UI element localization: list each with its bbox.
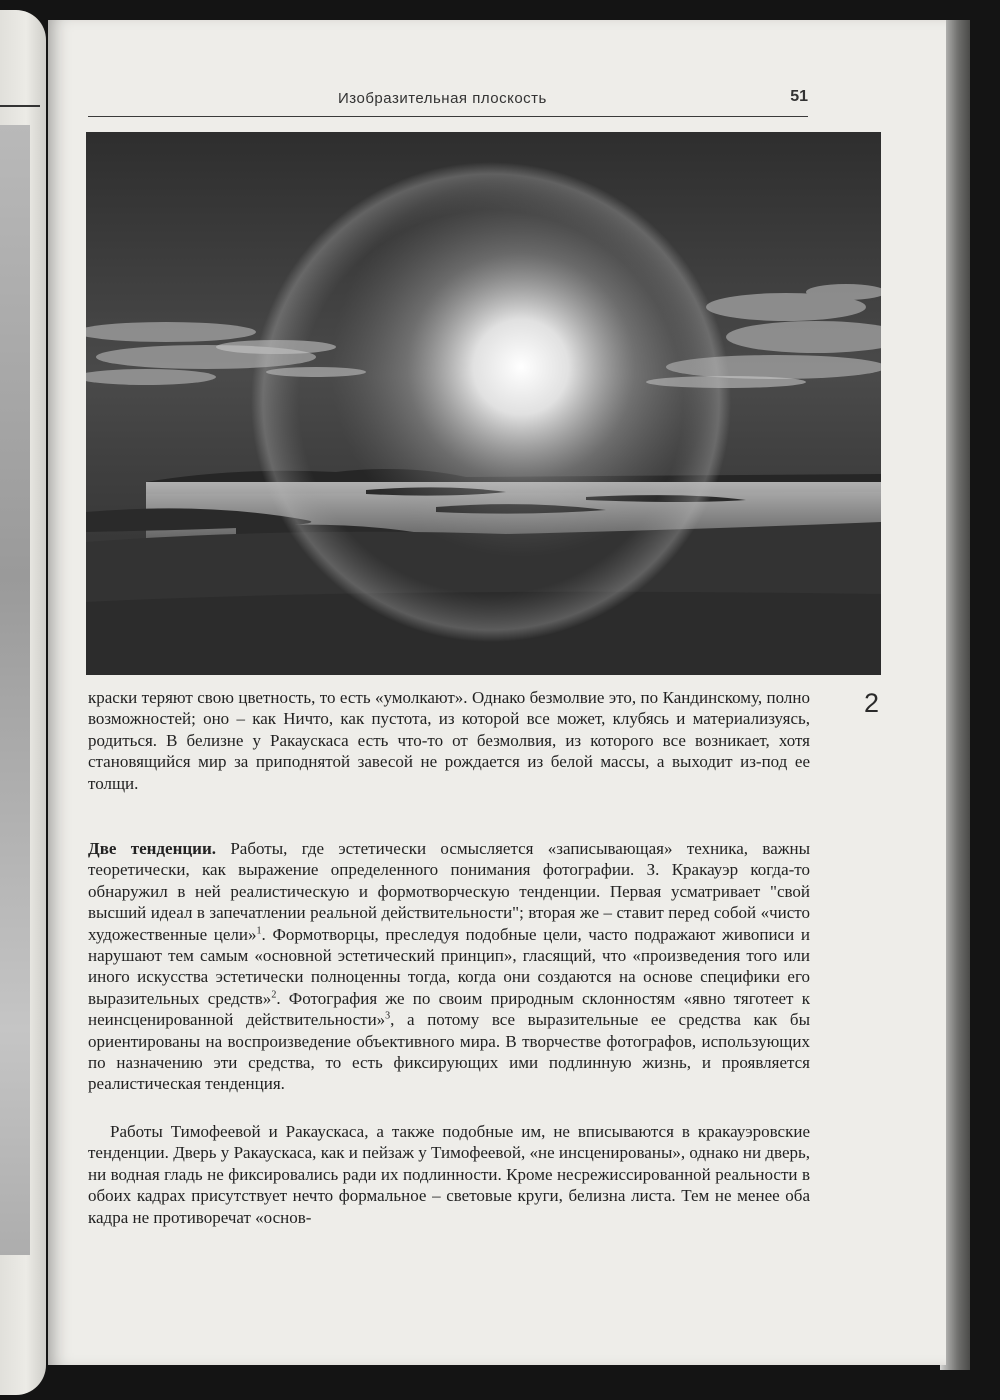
paragraph-two-tendencies <box>88 838 810 1095</box>
paragraph-timofeeva-rakauskas <box>88 1121 810 1228</box>
footnote-ref-3[interactable]: 3 <box>385 1010 391 1022</box>
photo-illustration <box>86 132 881 675</box>
chapter-marker: 2 <box>864 688 880 718</box>
footnote-ref-2[interactable]: 2 <box>271 989 277 1001</box>
running-head <box>88 88 808 117</box>
paragraph-text-part: . Формотворцы, преследуя подобные цели, часто подражают живописи и нарушают тем самым «основной эстетический принцип», гласящий, что «произведения того или иного искусства эстетически полноценны тогда, когда они создаются на основе специфики его выразительных средств» <box>88 924 810 1008</box>
facing-page-edge <box>0 10 46 1395</box>
paragraph-continuation <box>88 687 810 794</box>
paragraph-text <box>88 838 810 1095</box>
facing-page-photo-edge <box>0 125 30 1255</box>
book-page <box>48 20 946 1365</box>
footnote-ref-1[interactable]: 1 <box>256 924 262 936</box>
paragraph-text: Работы Тимофеевой и Ракаускаса, а также подобные им, не вписываются в кракауэровские тенденции. Дверь у Ракаускаса, как и пейзаж у Тимофеевой, «не инсценированы», однако ни дверь, ни водная гладь не фиксировались ради их подлинности. Кроме несрежиссированной реальности в обоих кадрах присутствует нечто формальное – световые круги, белизна листа. Тем не менее оба кадра не противоречат «основ- <box>88 1122 810 1227</box>
page-number: 51 <box>790 88 808 105</box>
facing-page-rule <box>0 105 40 107</box>
paragraph-text-part: , а потому все выразительные ее средства как бы ориентированы на воспроизведение объективного мира. В творчестве фотографов, использующих по назначению эти средства, то есть фиксирующих ими подлинную жизнь, и проявляется реалистическая тенденция. <box>88 1010 810 1094</box>
paragraph-text-part: Работы, где эстетически осмысляется «записывающая» техника, важны теоретически, как выражение определенного понимания фотографии. З. Кракауэр когда-то обнаружил в ней реалистическую и формотворческую тенденции. Первая усматривает "свой высший идеал в запечатлении реальной действительности"; вторая же – ставит перед собой «чисто художественные цели» <box>88 839 810 944</box>
section-lead-heading: Две тенденции. <box>88 839 217 858</box>
paragraph-text: краски теряют свою цветность, то есть «умолкают». Однако безмолвие это, по Кандинскому, полно возможностей; оно – как Ничто, как пустота, из которой все может, клубясь и материализуясь, родиться. В белизне у Ракаускаса есть что-то от безмолвия, из которого все возникает, хотя становящийся мир за приподнятой завесой не рождается из белой массы, а выходит из-под ее толщи. <box>88 688 810 793</box>
sunset-lake-photo <box>86 132 881 675</box>
paragraph-text-part: . Фотография же по своим природным склонностям «явно тяготеет к неинсценированной действительности» <box>88 988 810 1030</box>
running-title: Изобразительная плоскость <box>338 90 547 107</box>
